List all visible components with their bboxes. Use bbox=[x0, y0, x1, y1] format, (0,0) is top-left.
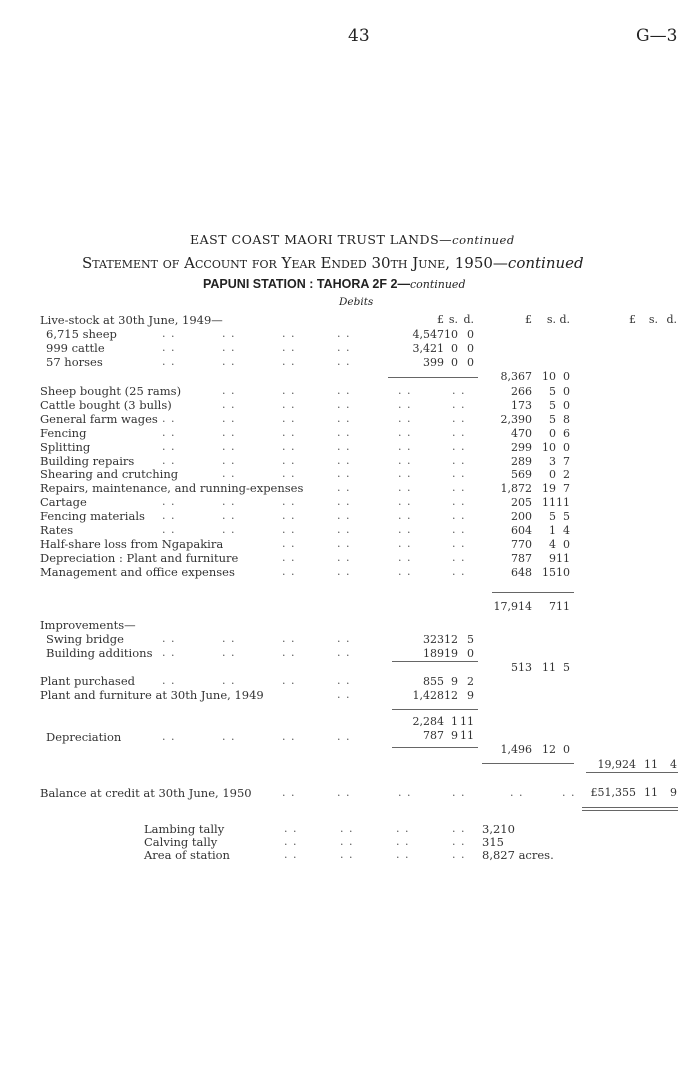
pounds-value: 266 bbox=[511, 385, 532, 398]
leader-dots: . . bbox=[284, 822, 298, 835]
pounds-value: 1,428 bbox=[412, 689, 444, 702]
pounds-value: 855 bbox=[423, 675, 444, 688]
pence-value: 6 bbox=[563, 426, 570, 440]
leader-dots: . . bbox=[452, 536, 466, 550]
leader-dots: . . bbox=[162, 632, 176, 645]
leader-dots: . . bbox=[452, 384, 466, 397]
leader-dots: . . bbox=[452, 411, 466, 425]
leader-dots: . . bbox=[337, 674, 351, 687]
leader-dots: . . bbox=[398, 439, 412, 453]
tally-label: Lambing tally bbox=[144, 822, 225, 836]
leader-dots: . . bbox=[162, 439, 176, 453]
leader-dots: . . bbox=[452, 835, 466, 848]
expense-label: Building repairs bbox=[40, 453, 135, 468]
leader-dots: . . bbox=[340, 848, 354, 861]
leader-dots: . . bbox=[162, 509, 176, 523]
pence-value: 0 bbox=[563, 385, 570, 398]
pounds-value: 604 bbox=[511, 524, 532, 537]
pence-value: 5 bbox=[563, 510, 570, 524]
leader-dots: . . bbox=[337, 341, 351, 354]
pence-value: 2 bbox=[467, 675, 474, 688]
leader-dots: . . bbox=[282, 509, 296, 523]
leader-dots: . . bbox=[398, 495, 412, 509]
tally-label: Area of station bbox=[144, 848, 230, 862]
expense-label: Management and office expenses bbox=[40, 564, 235, 579]
column-header: s. bbox=[648, 313, 658, 326]
leader-dots: . . bbox=[398, 550, 412, 564]
leader-dots: . . bbox=[282, 453, 296, 467]
leader-dots: . . bbox=[337, 564, 351, 578]
shillings-value: 11 bbox=[644, 758, 658, 771]
pounds-value: 399 bbox=[423, 356, 444, 369]
leader-dots: . . bbox=[162, 425, 176, 439]
pounds-value: 569 bbox=[511, 468, 532, 482]
column-header: £ bbox=[525, 313, 532, 326]
pounds-value: 8,367 bbox=[500, 370, 532, 383]
leader-dots: . . bbox=[337, 786, 351, 799]
expense-label: Half-share loss from Ngapakira bbox=[40, 536, 224, 551]
shillings-value: 11 bbox=[644, 786, 658, 799]
leader-dots: . . bbox=[398, 564, 412, 578]
leader-dots: . . bbox=[162, 646, 176, 659]
expense-label: Shearing and crutching bbox=[40, 467, 179, 482]
leader-dots: . . bbox=[562, 786, 576, 799]
leader-dots: . . bbox=[337, 327, 351, 340]
heading-statement bbox=[82, 254, 584, 272]
pence-value: 0 bbox=[563, 370, 570, 383]
pence-value: 11 bbox=[556, 600, 570, 613]
leader-dots: . . bbox=[337, 384, 351, 397]
leader-dots: . . bbox=[282, 341, 296, 354]
column-header: s. bbox=[546, 313, 556, 326]
heading-trust-lands-cont: continued bbox=[452, 233, 515, 247]
heading-station-cont: continued bbox=[409, 278, 466, 291]
tally-label: Calving tally bbox=[144, 835, 218, 849]
heading-station bbox=[203, 277, 465, 291]
leader-dots: . . bbox=[162, 495, 176, 509]
leader-dots: . . bbox=[337, 355, 351, 368]
pence-value: 0 bbox=[563, 440, 570, 454]
leader-dots: . . bbox=[337, 439, 351, 453]
leader-dots: . . bbox=[222, 632, 236, 645]
livestock-label: 57 horses bbox=[46, 355, 103, 369]
column-header: d. bbox=[666, 313, 677, 326]
leader-dots: . . bbox=[398, 453, 412, 467]
leader-dots: . . bbox=[452, 397, 466, 411]
pence-value: 7 bbox=[563, 454, 570, 468]
leader-dots: . . bbox=[396, 848, 410, 861]
expense-label: Cartage bbox=[40, 495, 87, 510]
shillings-value: 5 bbox=[549, 398, 556, 412]
leader-dots: . . bbox=[398, 481, 412, 495]
shillings-value: 9 bbox=[549, 551, 556, 565]
leader-dots: . . bbox=[162, 411, 176, 425]
pounds-value: 323 bbox=[423, 633, 444, 646]
leader-dots: . . bbox=[282, 439, 296, 453]
leader-dots: . . bbox=[337, 411, 351, 425]
pence-value: 9 bbox=[467, 689, 474, 702]
pence-value: 0 bbox=[467, 647, 474, 660]
shillings-value: 7 bbox=[549, 600, 556, 613]
leader-dots: . . bbox=[162, 730, 176, 743]
depreciation-label: Depreciation bbox=[46, 730, 122, 744]
improvement-label: Swing bridge bbox=[46, 632, 124, 646]
shillings-value: 3 bbox=[549, 454, 556, 468]
pence-value: 10 bbox=[556, 565, 570, 579]
rule-line bbox=[582, 810, 678, 811]
shillings-value: 11 bbox=[542, 661, 556, 674]
shillings-value: 12 bbox=[542, 743, 556, 756]
expense-label: Cattle bought (3 bulls) bbox=[40, 397, 172, 412]
leader-dots: . . bbox=[337, 467, 351, 481]
shillings-value: 0 bbox=[451, 356, 458, 369]
leader-dots: . . bbox=[222, 730, 236, 743]
pence-value: 4 bbox=[563, 524, 570, 537]
shillings-value: 10 bbox=[444, 328, 458, 341]
livestock-heading: Live-stock at 30th June, 1949— bbox=[40, 313, 223, 327]
leader-dots: . . bbox=[337, 523, 351, 536]
pence-value: 11 bbox=[460, 715, 474, 728]
leader-dots: . . bbox=[282, 327, 296, 340]
leader-dots: . . bbox=[222, 341, 236, 354]
leader-dots: . . bbox=[222, 425, 236, 439]
leader-dots: . . bbox=[282, 536, 296, 550]
pounds-value: 470 bbox=[511, 426, 532, 440]
pence-value: 11 bbox=[556, 496, 570, 510]
leader-dots: . . bbox=[222, 509, 236, 523]
leader-dots: . . bbox=[222, 674, 236, 687]
shillings-value: 1 bbox=[451, 715, 458, 728]
leader-dots: . . bbox=[222, 384, 236, 397]
leader-dots: . . bbox=[222, 411, 236, 425]
pounds-value: 2,284 bbox=[412, 715, 444, 728]
pounds-value: 3,421 bbox=[412, 342, 444, 355]
shillings-value: 19 bbox=[542, 482, 556, 496]
pence-value: 11 bbox=[460, 729, 474, 742]
leader-dots: . . bbox=[282, 384, 296, 397]
tally-value: 3,210 bbox=[482, 822, 515, 836]
shillings-value: 0 bbox=[549, 468, 556, 482]
leader-dots: . . bbox=[398, 425, 412, 439]
page-number: 43 bbox=[348, 26, 370, 46]
pounds-value: 1,496 bbox=[500, 743, 532, 756]
leader-dots: . . bbox=[337, 632, 351, 645]
leader-dots: . . bbox=[337, 730, 351, 743]
shillings-value: 5 bbox=[549, 385, 556, 398]
leader-dots: . . bbox=[222, 523, 236, 536]
expense-label: Repairs, maintenance, and running-expenses bbox=[40, 481, 304, 496]
heading-trust-lands-main: EAST COAST MAORI TRUST LANDS— bbox=[190, 232, 453, 247]
leader-dots: . . bbox=[337, 509, 351, 523]
leader-dots: . . bbox=[452, 786, 466, 799]
leader-dots: . . bbox=[282, 411, 296, 425]
leader-dots: . . bbox=[162, 341, 176, 354]
section-label-debits: Debits bbox=[339, 296, 374, 308]
pence-value: 9 bbox=[670, 786, 677, 799]
leader-dots: . . bbox=[222, 355, 236, 368]
rule-line bbox=[392, 747, 478, 748]
pence-value: 4 bbox=[670, 758, 677, 771]
leader-dots: . . bbox=[222, 467, 236, 481]
leader-dots: . . bbox=[398, 411, 412, 425]
shillings-value: 0 bbox=[549, 426, 556, 440]
expense-label: Depreciation : Plant and furniture bbox=[40, 550, 239, 565]
pounds-value: 299 bbox=[511, 440, 532, 454]
pounds-value: 787 bbox=[511, 551, 532, 565]
leader-dots: . . bbox=[337, 550, 351, 564]
pence-value: 0 bbox=[563, 398, 570, 412]
leader-dots: . . bbox=[398, 536, 412, 550]
leader-dots: . . bbox=[398, 786, 412, 799]
leader-dots: . . bbox=[282, 397, 296, 411]
shillings-value: 1 bbox=[549, 524, 556, 537]
shillings-value: 10 bbox=[542, 440, 556, 454]
leader-dots: . . bbox=[162, 453, 176, 467]
leader-dots: . . bbox=[337, 425, 351, 439]
heading-statement-cont: continued bbox=[507, 254, 584, 272]
pence-value: 0 bbox=[563, 743, 570, 756]
leader-dots: . . bbox=[452, 453, 466, 467]
leader-dots: . . bbox=[510, 786, 524, 799]
leader-dots: . . bbox=[396, 835, 410, 848]
column-header: d. bbox=[463, 313, 474, 326]
rule-line bbox=[582, 807, 678, 808]
leader-dots: . . bbox=[452, 467, 466, 481]
pounds-value: 770 bbox=[511, 537, 532, 551]
pence-value: 0 bbox=[563, 537, 570, 551]
pounds-value: 19,924 bbox=[597, 758, 636, 771]
pence-value: 11 bbox=[556, 551, 570, 565]
leader-dots: . . bbox=[337, 536, 351, 550]
plant-label: Plant purchased bbox=[40, 674, 135, 688]
shillings-value: 5 bbox=[549, 510, 556, 524]
pounds-value: 17,914 bbox=[493, 600, 532, 613]
shillings-value: 9 bbox=[451, 729, 458, 742]
leader-dots: . . bbox=[282, 495, 296, 509]
leader-dots: . . bbox=[337, 495, 351, 509]
improvements-heading: Improvements— bbox=[40, 618, 136, 632]
leader-dots: . . bbox=[340, 822, 354, 835]
leader-dots: . . bbox=[337, 646, 351, 659]
leader-dots: . . bbox=[162, 674, 176, 687]
pounds-value: £51,355 bbox=[590, 786, 636, 799]
leader-dots: . . bbox=[398, 384, 412, 397]
leader-dots: . . bbox=[162, 523, 176, 536]
pounds-value: 648 bbox=[511, 565, 532, 579]
shillings-value: 15 bbox=[542, 565, 556, 579]
leader-dots: . . bbox=[284, 848, 298, 861]
leader-dots: . . bbox=[452, 495, 466, 509]
pence-value: 5 bbox=[467, 633, 474, 646]
leader-dots: . . bbox=[222, 397, 236, 411]
pence-value: 5 bbox=[563, 661, 570, 674]
leader-dots: . . bbox=[282, 730, 296, 743]
shillings-value: 0 bbox=[451, 342, 458, 355]
leader-dots: . . bbox=[337, 688, 351, 701]
expense-label: Rates bbox=[40, 523, 74, 537]
leader-dots: . . bbox=[282, 564, 296, 578]
shillings-value: 11 bbox=[542, 496, 556, 510]
pence-value: 0 bbox=[467, 328, 474, 341]
pounds-value: 513 bbox=[511, 661, 532, 674]
leader-dots: . . bbox=[398, 523, 412, 536]
leader-dots: . . bbox=[282, 786, 296, 799]
expense-label: Sheep bought (25 rams) bbox=[40, 384, 182, 398]
leader-dots: . . bbox=[222, 439, 236, 453]
leader-dots: . . bbox=[452, 523, 466, 536]
leader-dots: . . bbox=[452, 564, 466, 578]
column-header: £ bbox=[437, 313, 444, 326]
pounds-value: 4,547 bbox=[412, 328, 444, 341]
leader-dots: . . bbox=[398, 509, 412, 523]
leader-dots: . . bbox=[452, 509, 466, 523]
livestock-label: 6,715 sheep bbox=[46, 327, 117, 341]
leader-dots: . . bbox=[396, 822, 410, 835]
leader-dots: . . bbox=[452, 425, 466, 439]
balance-label: Balance at credit at 30th June, 1950 bbox=[40, 786, 252, 800]
leader-dots: . . bbox=[340, 835, 354, 848]
pounds-value: 200 bbox=[511, 510, 532, 524]
leader-dots: . . bbox=[452, 439, 466, 453]
improvement-label: Building additions bbox=[46, 646, 153, 660]
pounds-value: 289 bbox=[511, 454, 532, 468]
rule-line bbox=[388, 377, 478, 378]
rule-line bbox=[492, 592, 574, 593]
expense-label: General farm wages bbox=[40, 411, 158, 426]
rule-line bbox=[482, 763, 574, 764]
leader-dots: . . bbox=[282, 355, 296, 368]
shillings-value: 19 bbox=[444, 647, 458, 660]
pence-value: 0 bbox=[467, 342, 474, 355]
column-header: d. bbox=[559, 313, 570, 326]
leader-dots: . . bbox=[282, 425, 296, 439]
leader-dots: . . bbox=[222, 646, 236, 659]
rule-line bbox=[586, 772, 678, 773]
leader-dots: . . bbox=[398, 467, 412, 481]
leader-dots: . . bbox=[282, 632, 296, 645]
leader-dots: . . bbox=[162, 355, 176, 368]
leader-dots: . . bbox=[337, 453, 351, 467]
rule-line bbox=[392, 709, 478, 710]
heading-trust-lands bbox=[190, 232, 515, 247]
leader-dots: . . bbox=[222, 327, 236, 340]
leader-dots: . . bbox=[222, 495, 236, 509]
leader-dots: . . bbox=[398, 397, 412, 411]
leader-dots: . . bbox=[452, 481, 466, 495]
leader-dots: . . bbox=[452, 822, 466, 835]
pence-value: 8 bbox=[563, 412, 570, 426]
leader-dots: . . bbox=[222, 453, 236, 467]
document-code: G—3 bbox=[636, 26, 678, 46]
expense-label: Fencing materials bbox=[40, 509, 145, 524]
pounds-value: 1,872 bbox=[500, 482, 532, 496]
leader-dots: . . bbox=[282, 467, 296, 481]
heading-statement-main: Statement of Account for Year Ended 30th June, 1950— bbox=[82, 254, 508, 272]
leader-dots: . . bbox=[162, 327, 176, 340]
tally-value: 315 bbox=[482, 835, 504, 849]
leader-dots: . . bbox=[452, 550, 466, 564]
rule-line bbox=[392, 661, 478, 662]
column-header: s. bbox=[448, 313, 458, 326]
pounds-value: 787 bbox=[423, 729, 444, 742]
plant-label: Plant and furniture at 30th June, 1949 bbox=[40, 688, 264, 702]
pence-value: 0 bbox=[467, 356, 474, 369]
leader-dots: . . bbox=[282, 646, 296, 659]
pounds-value: 2,390 bbox=[500, 412, 532, 426]
shillings-value: 12 bbox=[444, 633, 458, 646]
shillings-value: 10 bbox=[542, 370, 556, 383]
column-header: £ bbox=[629, 313, 636, 326]
pounds-value: 173 bbox=[511, 398, 532, 412]
leader-dots: . . bbox=[282, 523, 296, 536]
heading-station-main: PAPUNI STATION : TAHORA 2F 2— bbox=[203, 277, 410, 291]
leader-dots: . . bbox=[452, 848, 466, 861]
pence-value: 2 bbox=[563, 468, 570, 482]
shillings-value: 5 bbox=[549, 412, 556, 426]
leader-dots: . . bbox=[282, 674, 296, 687]
tally-value: 8,827 acres. bbox=[482, 848, 554, 862]
expense-label: Fencing bbox=[40, 425, 87, 440]
expense-label: Splitting bbox=[40, 439, 91, 454]
shillings-value: 4 bbox=[549, 537, 556, 551]
livestock-label: 999 cattle bbox=[46, 341, 105, 355]
leader-dots: . . bbox=[337, 397, 351, 411]
pounds-value: 205 bbox=[511, 496, 532, 510]
leader-dots: . . bbox=[284, 835, 298, 848]
pounds-value: 189 bbox=[423, 647, 444, 660]
shillings-value: 12 bbox=[444, 689, 458, 702]
pence-value: 7 bbox=[563, 482, 570, 496]
shillings-value: 9 bbox=[451, 675, 458, 688]
leader-dots: . . bbox=[282, 550, 296, 564]
leader-dots: . . bbox=[337, 481, 351, 495]
